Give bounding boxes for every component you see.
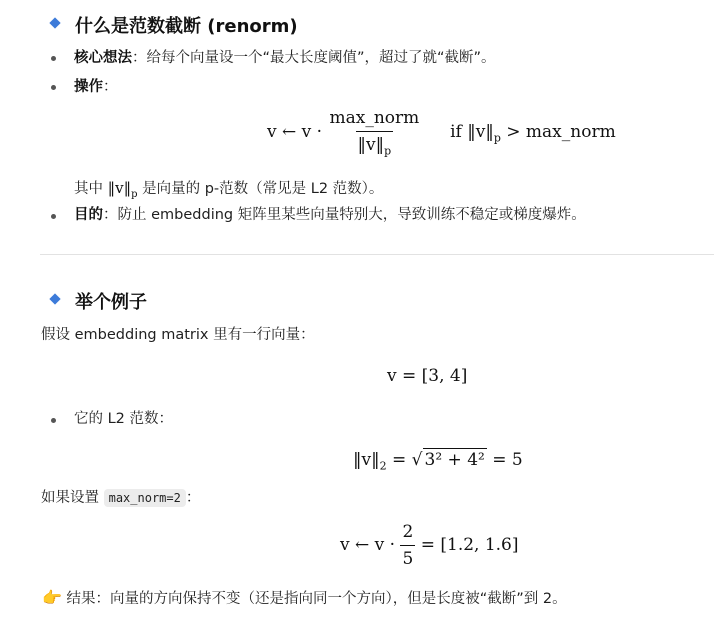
purpose-item [74, 205, 586, 225]
diamond-icon [49, 17, 60, 28]
l2-lhs: $‖v‖_2$ [353, 450, 387, 473]
purpose-label: 目的 [74, 207, 103, 223]
result-text: 结果：向量的方向保持不变（还是指向同一个方向），但是长度被“截断”到 2。 [66, 591, 567, 607]
result-line [42, 588, 567, 609]
scale-denominator: 5 [400, 545, 415, 569]
scale-lhs: v ← v · [340, 535, 396, 555]
purpose-text: ：防止 embedding 矩阵里某些向量特别大，导致训练不稳定或梯度爆炸。 [103, 207, 586, 223]
norm-note [74, 178, 383, 205]
l2-radicand: 3² + 4² [424, 450, 485, 470]
formula-denominator: $‖v‖_p$ [356, 131, 394, 157]
formula-condition-norm: $‖v‖_p$ [467, 122, 501, 145]
formula-if: if [450, 122, 462, 143]
max-norm-code: max_norm=2 [104, 489, 186, 507]
core-idea-label: 核心想法 [74, 50, 132, 66]
l2-norm-equation [353, 450, 523, 472]
renorm-formula [267, 108, 616, 157]
pointing-hand-icon: 👉 [42, 588, 62, 607]
sqrt-symbol: √ [411, 450, 423, 470]
operation-colon: ： [103, 79, 118, 95]
formula-fraction [327, 108, 421, 157]
operation-label: 操作 [74, 79, 103, 95]
scale-numerator: 2 [402, 522, 414, 542]
bullet-icon [51, 56, 56, 61]
setting-line [41, 488, 200, 508]
section-heading-renorm: 什么是范数截断 (renorm) [75, 16, 298, 37]
bullet-icon [51, 85, 56, 90]
setting-suffix: ： [185, 490, 201, 506]
note-prefix: 其中 [74, 181, 103, 197]
note-suffix: 是向量的 p-范数（常见是 L2 范数）。 [142, 181, 384, 197]
core-idea-text: ：给每个向量设一个“最大长度阈值”，超过了就“截断”。 [132, 50, 496, 66]
core-idea-item [74, 48, 496, 68]
l2-equals: = [386, 450, 412, 470]
operation-item [74, 77, 118, 97]
bullet-icon [51, 418, 56, 423]
diamond-icon [49, 293, 60, 304]
bullet-icon [51, 214, 56, 219]
vector-equation: v = [3, 4] [387, 366, 468, 386]
l2-norm-label: 它的 L2 范数： [74, 411, 174, 427]
formula-lhs: v ← v · [267, 122, 323, 143]
example-intro: 假设 embedding matrix 里有一行向量： [41, 327, 315, 343]
scale-rhs: = [1.2, 1.6] [420, 535, 519, 555]
section-heading-example: 举个例子 [75, 292, 147, 313]
formula-condition-rest: > max_norm [506, 122, 616, 143]
scale-fraction [400, 522, 415, 569]
l2-result: = 5 [486, 450, 523, 470]
section-divider [40, 254, 714, 255]
formula-numerator: max_norm [329, 108, 420, 128]
scaling-equation [340, 522, 519, 569]
setting-prefix: 如果设置 [41, 490, 99, 506]
note-norm: $‖v‖_p$ [107, 179, 138, 200]
